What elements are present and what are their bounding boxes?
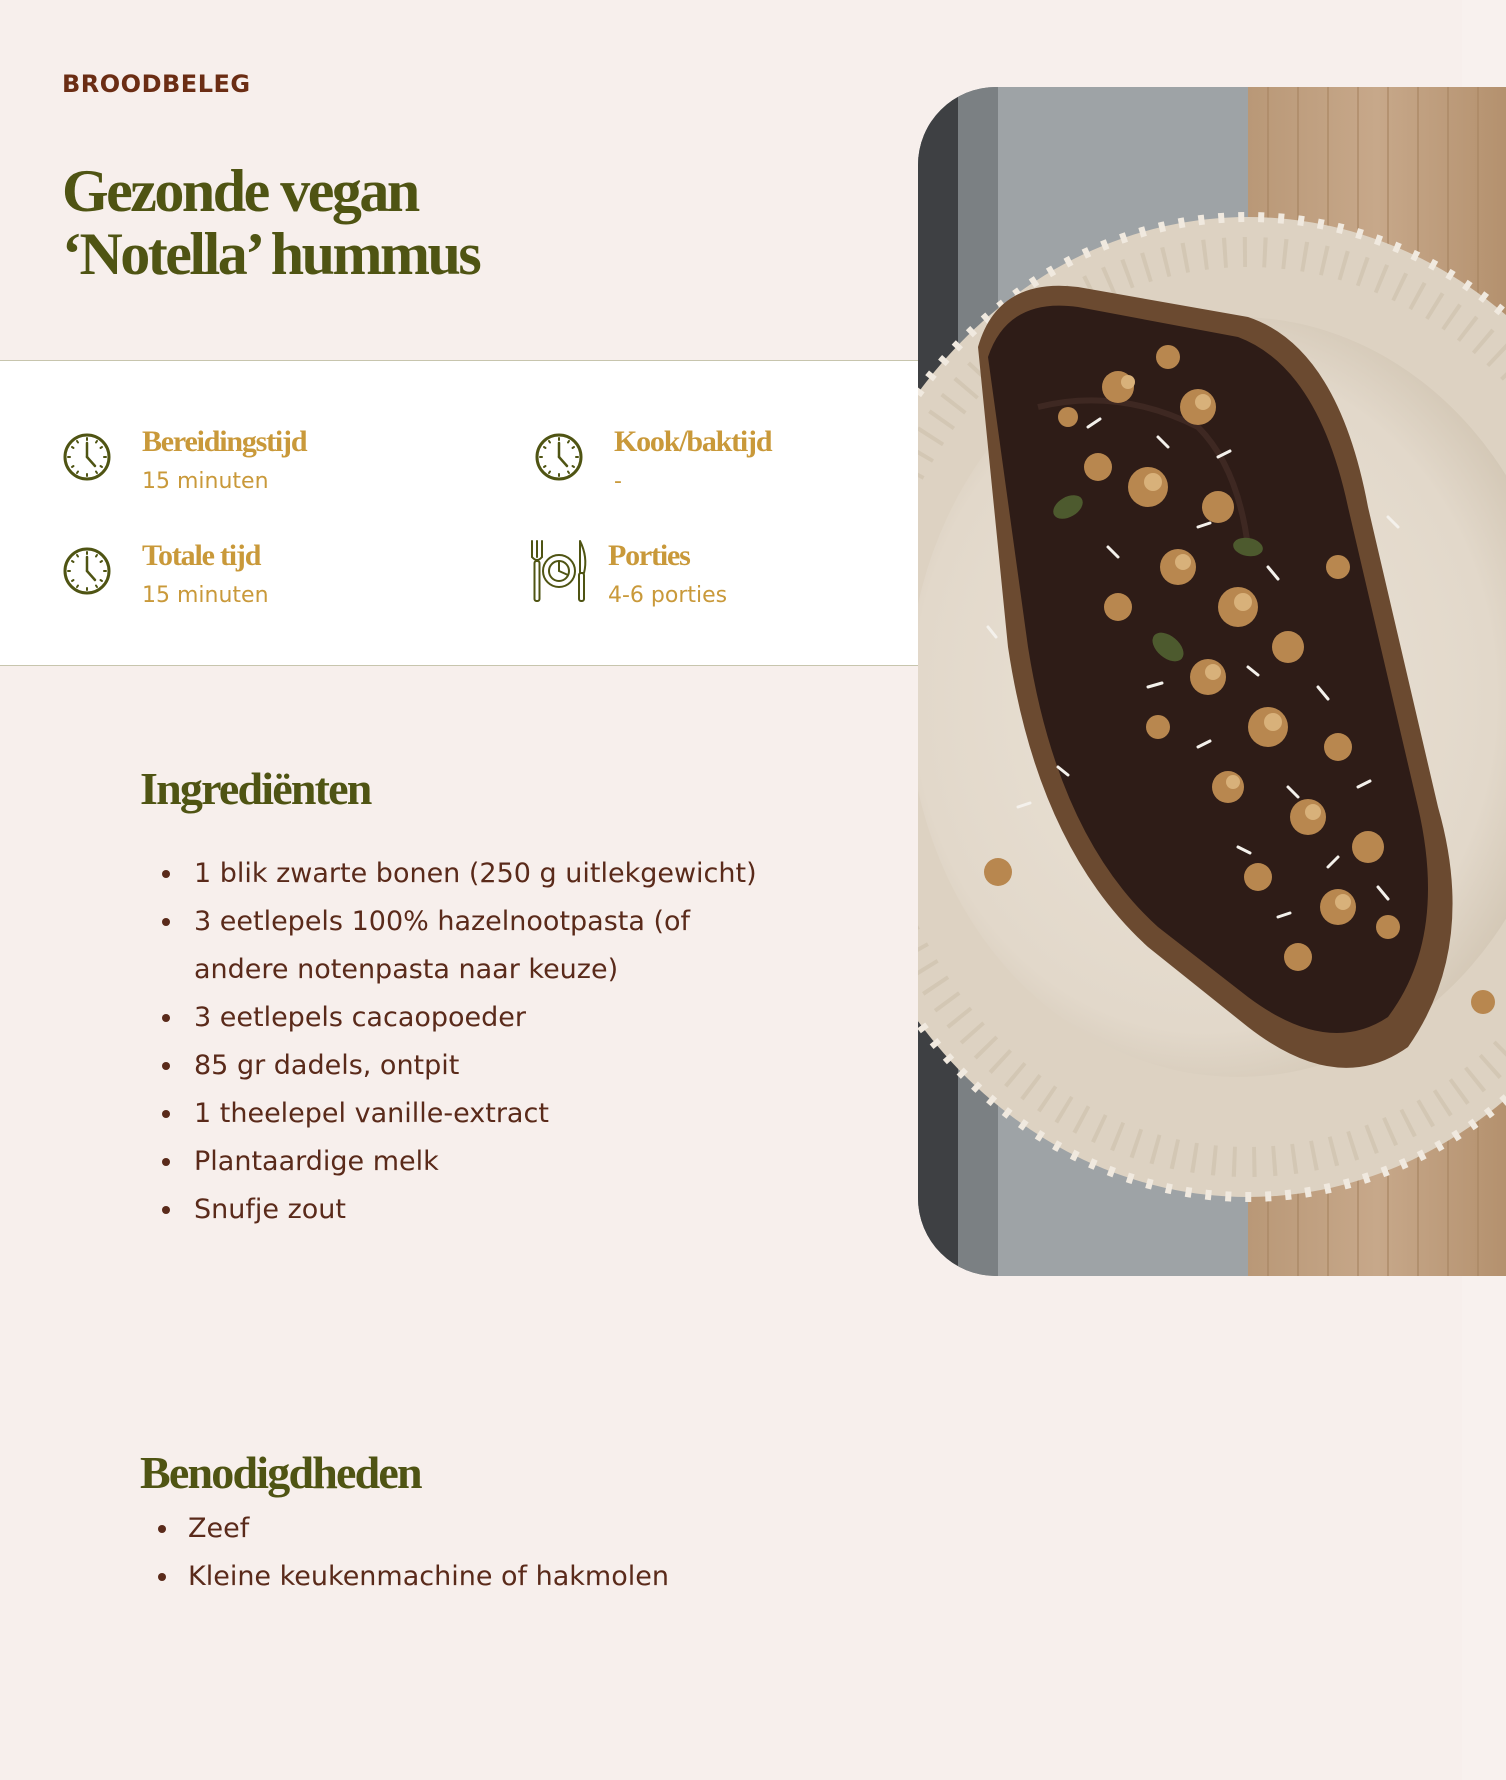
info-cook-time [534, 425, 954, 509]
list-item: 1 blik zwarte bonen (250 g uitlekgewicht) [160, 850, 780, 898]
supplies-title: Benodigdheden [140, 1447, 421, 1498]
info-total-time [62, 539, 482, 623]
info-label: Porties [608, 539, 690, 572]
info-value: 15 minuten [142, 469, 269, 494]
ingredients-list [160, 850, 780, 1234]
info-value: 4-6 porties [608, 583, 728, 608]
info-value: 15 minuten [142, 583, 269, 608]
info-label: Bereidingstijd [142, 425, 307, 458]
list-item: 3 eetlepels 100% hazelnootpasta (of andere notenpasta naar keuze) [160, 898, 780, 994]
plate-cutlery-icon [528, 537, 590, 605]
info-value: - [614, 469, 622, 494]
ingredients-title: Ingrediënten [140, 763, 371, 814]
list-item: Zeef [154, 1505, 854, 1553]
recipe-photo [918, 87, 1506, 1276]
list-item: 85 gr dadels, ontpit [160, 1042, 780, 1090]
list-item: Kleine keukenmachine of hakmolen [154, 1553, 854, 1601]
info-label: Kook/baktijd [614, 425, 772, 458]
info-prep-time [62, 425, 482, 509]
supplies-list [154, 1505, 854, 1601]
recipe-title-line-2: ‘Notella’ hummus [62, 221, 480, 287]
info-servings [528, 537, 948, 617]
recipe-info-panel [0, 360, 920, 666]
clock-icon [62, 543, 112, 599]
list-item: 3 eetlepels cacaopoeder [160, 994, 780, 1042]
recipe-category[interactable]: BROODBELEG [62, 70, 251, 98]
list-item: Plantaardige melk [160, 1138, 780, 1186]
clock-icon [62, 429, 112, 485]
recipe-title-line-1: Gezonde vegan [62, 158, 418, 224]
info-label: Totale tijd [142, 539, 261, 572]
list-item: 1 theelepel vanille-extract [160, 1090, 780, 1138]
recipe-photo-image [918, 87, 1506, 1276]
list-item: Snufje zout [160, 1186, 780, 1234]
recipe-title [62, 160, 822, 286]
clock-icon [534, 429, 584, 485]
